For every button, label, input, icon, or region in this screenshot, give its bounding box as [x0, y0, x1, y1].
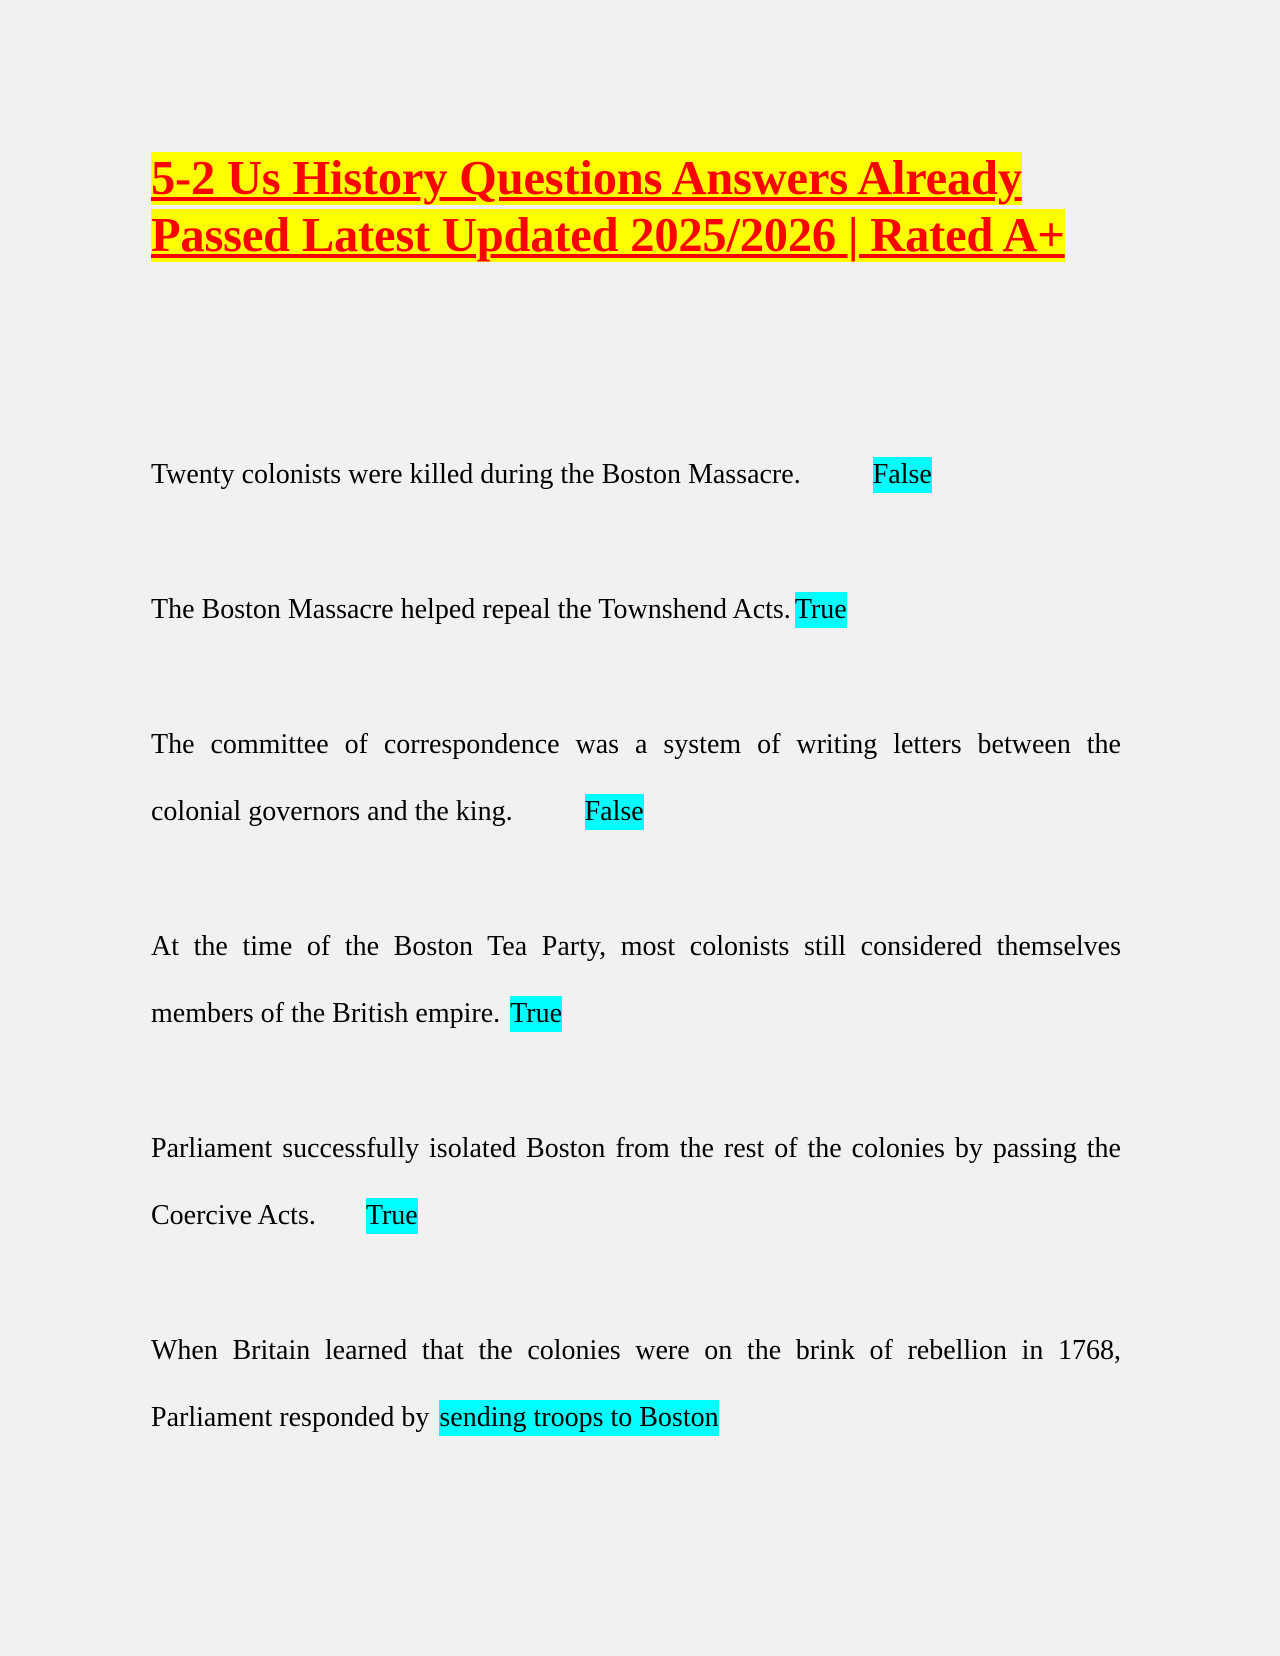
question-2 [151, 576, 1121, 643]
document-title [151, 150, 1131, 264]
answer-highlight: False [585, 794, 644, 830]
question-text-line-1: The committee of correspondence was a system of writing letters between the [151, 729, 1121, 760]
title-text: 5-2 Us History Questions Answers Already Passed Latest Updated 2025/2026 | Rated A+ [151, 152, 1065, 262]
question-text: The Boston Massacre helped repeal the Townshend Acts. [151, 594, 791, 625]
question-3 [151, 711, 1121, 778]
question-text-line-2: colonial governors and the king. [151, 796, 513, 827]
question-6-continued [151, 1384, 1121, 1451]
question-text-line-2: members of the British empire. [151, 998, 501, 1029]
question-text-line-1: Parliament successfully isolated Boston from the rest of the colonies by passing the [151, 1133, 1121, 1164]
question-text: Twenty colonists were killed during the Boston Massacre. [151, 459, 801, 490]
question-5-continued [151, 1182, 1121, 1249]
question-text-line-1: At the time of the Boston Tea Party, most colonists still considered themselves [151, 931, 1121, 962]
question-3-continued [151, 778, 1121, 845]
question-text-line-2: Coercive Acts. [151, 1200, 316, 1231]
answer-highlight: True [510, 996, 562, 1032]
question-4-continued [151, 980, 1121, 1047]
question-6 [151, 1317, 1121, 1384]
question-1 [151, 441, 1121, 508]
question-text-line-1: When Britain learned that the colonies were on the brink of rebellion in 1768, [151, 1335, 1121, 1366]
answer-highlight: sending troops to Boston [439, 1400, 718, 1436]
answer-highlight: False [873, 457, 932, 493]
question-4 [151, 913, 1121, 980]
answer-highlight: True [366, 1198, 418, 1234]
answer-highlight: True [795, 592, 847, 628]
question-text-line-2: Parliament responded by [151, 1402, 430, 1433]
question-5 [151, 1115, 1121, 1182]
